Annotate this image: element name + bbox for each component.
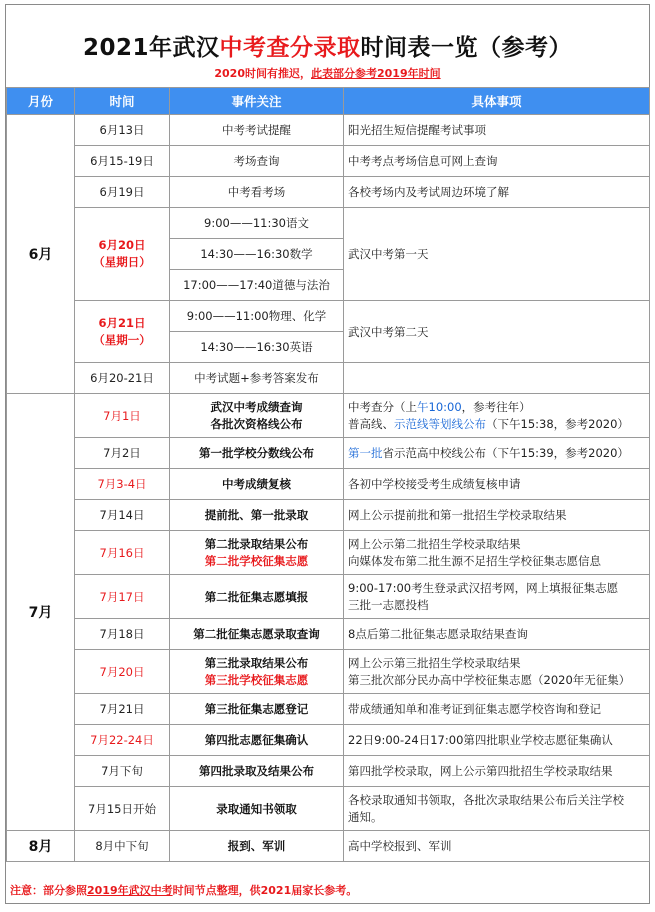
note-suffix: 时间节点整理，供2021届家长参考。 [172, 884, 358, 897]
event-cell [170, 531, 344, 575]
event-cell: 第二批征集志愿填报 [170, 575, 344, 619]
table-row [7, 575, 650, 619]
subtitle-underlined: 此表部分参考2019年时间 [311, 67, 441, 80]
time-cell: 7月3-4日 [75, 469, 170, 500]
event-cell: 中考试题+参考答案发布 [170, 363, 344, 394]
detail-cell: 8点后第二批征集志愿录取结果查询 [344, 619, 650, 650]
event-cell: 第四批志愿征集确认 [170, 725, 344, 756]
event-cell: 9:00——11:30语文 [170, 208, 344, 239]
table-row [7, 725, 650, 756]
note-prefix: 注意：部分参照 [10, 884, 87, 897]
time-cell: 7月下旬 [75, 756, 170, 787]
detail-cell: 带成绩通知单和准考证到征集志愿学校咨询和登记 [344, 694, 650, 725]
table-row [7, 694, 650, 725]
event-cell: 第三批征集志愿登记 [170, 694, 344, 725]
table-row [7, 115, 650, 146]
event-cell: 第二批征集志愿录取查询 [170, 619, 344, 650]
detail-cell [344, 650, 650, 694]
detail-cell [344, 363, 650, 394]
detail-line: 网上公示第二批招生学校录取结果 [348, 536, 521, 551]
event-cell: 录取通知书领取 [170, 787, 344, 831]
table-row [7, 469, 650, 500]
detail-line: 网上公示第三批招生学校录取结果 [348, 655, 521, 670]
table-row [7, 301, 650, 332]
detail-line [348, 416, 645, 433]
detail-text: 省示范高中校线公布 [382, 446, 486, 460]
time-cell: 7月22-24日 [75, 725, 170, 756]
month-cell-july: 7月 [7, 394, 75, 831]
title-highlight: 中考查分录取 [219, 35, 361, 61]
table-header-row [7, 88, 650, 115]
detail-line: 9:00-17:00考生登录武汉招考网，网上填报征集志愿 [348, 580, 619, 595]
column-header-month: 月份 [7, 88, 75, 115]
detail-line: 第三批次部分民办高中学校征集志愿（2020年无征集） [348, 672, 631, 687]
time-weekday: （星期日） [93, 255, 151, 269]
event-cell: 提前批、第一批录取 [170, 500, 344, 531]
detail-line: 向媒体发布第二批生源不足招生学校征集志愿信息 [348, 553, 601, 568]
time-cell: 8月中下旬 [75, 831, 170, 862]
event-cell: 中考成绩复核 [170, 469, 344, 500]
time-cell: 7月18日 [75, 619, 170, 650]
column-header-event: 事件关注 [170, 88, 344, 115]
time-cell: 6月19日 [75, 177, 170, 208]
detail-cell: 武汉中考第二天 [344, 301, 650, 363]
time-line: 6月20日 [98, 238, 146, 252]
detail-text: 中考查分（上 [348, 399, 417, 414]
title-suffix: 时间表一览（参考） [360, 35, 572, 61]
time-cell: 6月15-19日 [75, 146, 170, 177]
detail-text: ，参考往年） [461, 399, 531, 414]
page-subtitle [6, 65, 649, 81]
detail-cell: 高中学校报到、军训 [344, 831, 650, 862]
event-cell [170, 650, 344, 694]
detail-line: 三批一志愿投档 [348, 597, 429, 612]
table-row [7, 531, 650, 575]
event-cell: 中考看考场 [170, 177, 344, 208]
schedule-table [6, 87, 650, 862]
column-header-detail: 具体事项 [344, 88, 650, 115]
detail-cell: 各初中学校接受考生成绩复核申请 [344, 469, 650, 500]
time-cell: 7月20日 [75, 650, 170, 694]
event-cell: 考场查询 [170, 146, 344, 177]
time-cell: 7月16日 [75, 531, 170, 575]
detail-cell: 网上公示提前批和第一批招生学校录取结果 [344, 500, 650, 531]
event-cell [170, 394, 344, 438]
detail-text: 普高线、 [348, 416, 394, 431]
event-cell: 14:30——16:30数学 [170, 239, 344, 270]
column-header-time: 时间 [75, 88, 170, 115]
time-cell: 7月17日 [75, 575, 170, 619]
detail-line [348, 399, 645, 416]
detail-cell: 22日9:00-24日17:00第四批职业学校志愿征集确认 [344, 725, 650, 756]
detail-cell [344, 575, 650, 619]
event-cell: 中考考试提醒 [170, 115, 344, 146]
detail-cell [344, 394, 650, 438]
detail-text: （下午15:39，参考2020） [486, 446, 629, 460]
time-cell: 6月20-21日 [75, 363, 170, 394]
month-cell-august: 8月 [7, 831, 75, 862]
event-line-highlight: 第二批学校征集志愿 [204, 553, 309, 568]
event-cell: 报到、军训 [170, 831, 344, 862]
table-row [7, 650, 650, 694]
table-row [7, 146, 650, 177]
detail-line: 各校录取通知书领取，各批次录取结果公布后关注学校 [348, 792, 624, 807]
detail-highlight: 示范线等划线公布 [394, 416, 486, 431]
table-row [7, 177, 650, 208]
time-cell: 7月14日 [75, 500, 170, 531]
detail-highlight: 第一批 [348, 446, 383, 460]
page-title [6, 29, 649, 62]
detail-cell [344, 438, 650, 469]
time-weekday: （星期一） [93, 332, 151, 347]
table-row [7, 787, 650, 831]
table-row [7, 500, 650, 531]
detail-cell [344, 531, 650, 575]
title-area [6, 5, 649, 85]
table-row [7, 756, 650, 787]
time-cell-exam-day-1 [75, 208, 170, 301]
event-cell: 14:30——16:30英语 [170, 332, 344, 363]
event-line: 各批次资格线公布 [210, 416, 303, 431]
time-cell: 7月21日 [75, 694, 170, 725]
month-cell-june: 6月 [7, 115, 75, 394]
title-prefix: 2021年武汉 [82, 35, 220, 61]
detail-line: 通知。 [348, 809, 383, 824]
event-line: 第二批录取结果公布 [204, 536, 309, 551]
note-underlined: 2019年武汉中考 [87, 884, 173, 897]
subtitle-prefix: 2020时间有推迟， [214, 67, 311, 80]
timetable-sheet [5, 4, 650, 904]
detail-highlight: 午10:00 [417, 399, 462, 414]
event-line: 武汉中考成绩查询 [210, 399, 303, 414]
detail-text: （下午15:38，参考2020） [486, 416, 629, 431]
event-cell: 第一批学校分数线公布 [170, 438, 344, 469]
event-cell: 17:00——17:40道德与法治 [170, 270, 344, 301]
event-line-highlight: 第三批学校征集志愿 [204, 672, 309, 687]
detail-cell [344, 787, 650, 831]
table-row [7, 394, 650, 438]
time-cell: 7月15日开始 [75, 787, 170, 831]
event-line: 第三批录取结果公布 [204, 655, 309, 670]
detail-cell: 第四批学校录取，网上公示第四批招生学校录取结果 [344, 756, 650, 787]
time-cell: 6月13日 [75, 115, 170, 146]
detail-cell: 中考考点考场信息可网上查询 [344, 146, 650, 177]
footer-note [10, 882, 357, 898]
detail-cell: 阳光招生短信提醒考试事项 [344, 115, 650, 146]
table-row [7, 438, 650, 469]
detail-cell: 武汉中考第一天 [344, 208, 650, 301]
event-cell: 第四批录取及结果公布 [170, 756, 344, 787]
time-line: 6月21日 [98, 315, 146, 330]
event-cell: 9:00——11:00物理、化学 [170, 301, 344, 332]
table-row [7, 208, 650, 239]
table-row [7, 619, 650, 650]
time-cell: 7月2日 [75, 438, 170, 469]
table-row [7, 831, 650, 862]
detail-cell: 各校考场内及考试周边环境了解 [344, 177, 650, 208]
table-row [7, 363, 650, 394]
time-cell-exam-day-2 [75, 301, 170, 363]
time-cell: 7月1日 [75, 394, 170, 438]
